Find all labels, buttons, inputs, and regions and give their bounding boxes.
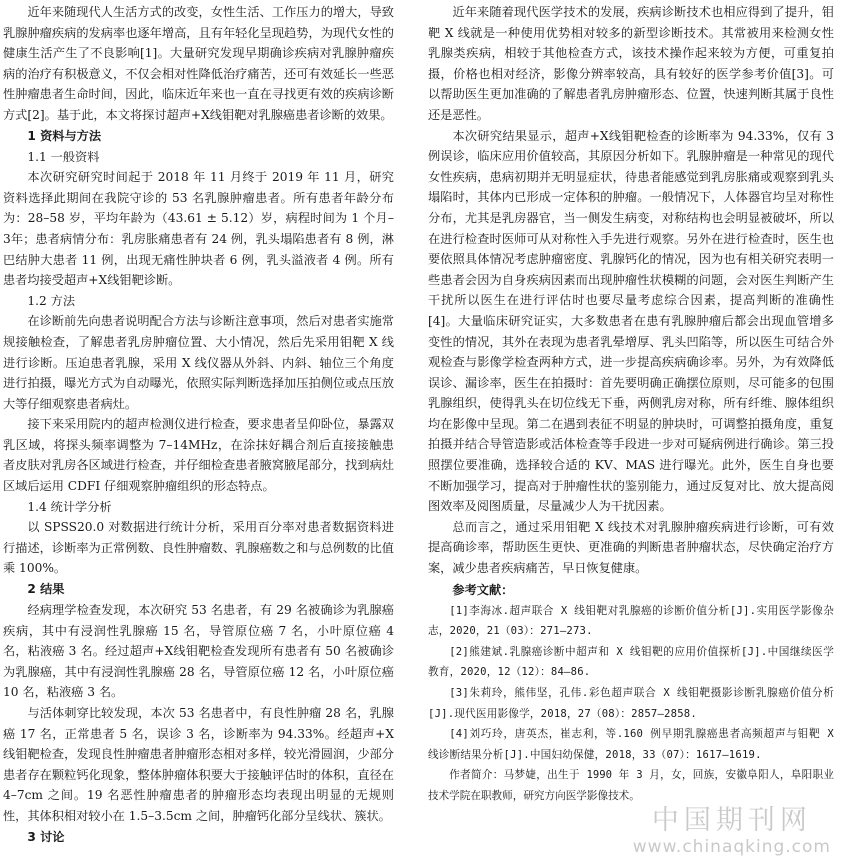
references-heading: 参考文献：	[452, 582, 514, 597]
section-1-4-heading: 1.4 统计学分析	[27, 499, 112, 514]
watermark-logo-text: 中国期刊网	[651, 805, 812, 836]
section-1-heading: 1 资料与方法	[27, 128, 102, 143]
section-1-2-heading: 1.2 方法	[27, 293, 76, 308]
results-paragraph-2: 与活体刺穿比较发现，本次 53 名患者中，有良性肿瘤 28 名，乳腺癌 17 名，正常患者 5 名，误诊 3 名，诊断率为 94.33%。经超声+X线钼靶检查，发现良性肿瘤患者肿瘤形态相对多样，较光滑圆润，少部分患者存在颗粒钙化现象，整体肿瘤体积要大于接触评估时的体积，直径在 4–7cm 之间。19 名恶性肿瘤患者的肿瘤形态均表现出明显的无规则性，其体积相对较小在 1.5–3.5cm 之间，肿瘤钙化部分呈线状、簇状。	[3, 706, 394, 823]
watermark-url: www.chinaqking.com	[632, 837, 831, 857]
results-paragraph-1: 经病理学检查发现，本次研究 53 名患者，有 29 名被确诊为乳腺癌疾病，其中有浸润性乳腺癌 15 名，导管原位癌 7 名，小叶原位癌 4 名，粘液癌 3 名。经过超声+X线钼靶检查发现所有患者有 50 名被确诊为乳腺癌，其中有浸润性乳腺癌 28 名，导管原位癌 12 名，小叶原位癌 10 名，粘液癌 3 名。	[3, 603, 394, 700]
reference-item: [3]朱莉玲，熊伟坚，孔伟.彩色超声联合 X 线钼靶摄影诊断乳腺癌价值分析[J].现代医用影像学，2018，27（08）：2857–2858.	[428, 687, 834, 720]
general-data-paragraph: 本次研究研究时间起于 2018 年 11 月终于 2019 年 11 月，研究资料选择此期间在我院守诊的 53 名乳腺肿瘤患者。所有患者年龄分布为：28–58 岁，平均年龄为（43.61 ± 5.12）岁，病程时间为 1 个月–3年；患者病情分布：乳房胀痛患者有 24 例，乳头塌陷患者有 8 例，淋巴结肿大患者 11 例，出现无痛性肿块者 6 例，乳头溢液者 4 例。所有患者均接受超声+X线钼靶诊断。	[3, 170, 394, 288]
author-bio: 作者简介：马梦婕，出生于 1990 年 3 月，女，回族，安徽阜阳人，阜阳职业技术学院在职教师，研究方向医学影像技术。	[428, 769, 834, 803]
method-paragraph-1: 在诊断前先向患者说明配合方法与诊断注意事项，然后对患者实施常规接触检查，了解患者乳房肿瘤位置、大小情况，然后先采用钼靶 X 线进行诊断。压迫患者乳腺，采用 X 线仪器从外斜、内斜、轴位三个角度进行拍摄，曝光方式为自动曝光，依照实际判断选择加压拍侧位或点压放大等仔细观察患者病灶。	[3, 314, 394, 411]
left-column	[3, 2, 394, 848]
reference-item: [1]李海冰.超声联合 X 线钼靶对乳腺癌的诊断价值分析[J].实用医学影像杂志，2020，21（03）：271–273.	[428, 604, 834, 638]
discussion-paragraph-2: 本次研究结果显示，超声+X线钼靶检查的诊断率为 94.33%，仅有 3 例误诊，临床应用价值较高，其原因分析如下。乳腺肿瘤是一种常见的现代女性疾病，患病初期并无明显症状，待患者能感觉到乳房胀痛或观察到乳头塌陷时，其体内已形成一定体积的肿瘤。一般情况下，人体器官均呈对称性分布，尤其是乳房器官，当一侧发生病变，对称结构也会明显被破坏，所以在进行检查时医师可从对称性入手先进行观察。另外在进行检查时，医生也要依照具体情况考虑肿瘤密度、乳腺钙化的情况，因为也有相关研究表明一些患者会因为自身疾病因素而出现肿瘤性状模糊的问题，会对医生判断产生干扰所以医生在进行评估时也要尽量考虑综合因素，提高判断的准确性[4]。大量临床研究证实，大多数患者在患有乳腺肿瘤后都会出现血管增多变性的情况，其外在表现为患者乳晕增厚、乳头凹陷等，所以医生可结合外观检查与影像学检查两种方式，进一步提高疾病确诊率。另外，为有效降低误诊、漏诊率，医生在拍摄时：首先要明确正确摆位原则，尽可能多的包围乳腺组织，使得乳头在切位线无下垂，两侧乳房对称，所有纤维、腺体组织均在影像中呈现。第二在遇到表征不明显的肿块时，可调整拍摄角度，重复拍摄并结合导管造影或活体检查等手段进一步对可疑病例进行确诊。第三投照摆位要准确，选择较合适的 KV、MAS 进行曝光。此外，医生自身也要不断加强学习，提高对于肿瘤性状的鉴别能力，通过反复对比、放大提高阅图效率及阅图质量，尽量减少人为干扰因素。	[428, 128, 834, 514]
site-watermark	[633, 805, 831, 857]
section-1-1-heading: 1.1 一般资料	[27, 149, 100, 164]
method-paragraph-2: 接下来采用院内的超声检测仪进行检查，要求患者呈仰卧位，暴露双乳区域，将探头频率调整为 7–14MHz，在涂抹好耦合剂后直接接触患者皮肤对乳房各区域进行检查，并仔细检查患者腋窝腋尾部分，找到病灶区域后运用 CDFI 仔细观察肿瘤组织的形态特点。	[3, 417, 394, 494]
section-3-heading: 3 讨论	[27, 829, 65, 844]
conclusion-paragraph: 总而言之，通过采用钼靶 X 线技术对乳腺肿瘤疾病进行诊断，可有效提高确诊率，帮助医生更快、更准确的判断患者肿瘤状态，尽快确定治疗方案，减少患者疾病痛苦，早日恢复健康。	[428, 519, 834, 576]
right-column	[428, 2, 834, 807]
reference-item: [4]刘巧玲，唐英杰，崔志利，等.160 例早期乳腺癌患者高频超声与钼靶 X 线诊断结果分析[J].中国妇幼保健，2018，33（07）：1617–1619.	[428, 728, 834, 761]
intro-paragraph: 近年来随现代人生活方式的改变，女性生活、工作压力的增大，导致乳腺肿瘤疾病的发病率也逐年增高，且有年轻化呈现趋势，为现代女性的健康生活产生了不良影响[1]。大量研究发现早期确诊疾病对乳腺肿瘤疾病的治疗有积极意义，不仅会相对性降低治疗痛苦，还可有效延长一些恶性肿瘤患者生命时间，因此，临床近年来也一直在寻找更有效的疾病诊断方式[2]。基于此，本文将探讨超声+X线钼靶对乳腺癌患者诊断的效果。	[3, 5, 394, 122]
statistics-paragraph: 以 SPSS20.0 对数据进行统计分析，采用百分率对患者数据资料进行描述，诊断率为正常例数、良性肿瘤数、乳腺癌数之和与总例数的比值乘 100%。	[3, 520, 394, 576]
reference-item: [2]熊建斌.乳腺癌诊断中超声和 X 线钼靶的应用价值探析[J].中国继续医学教育，2020，12（12）：84–86.	[428, 645, 834, 679]
discussion-paragraph-1: 近年来随着现代医学技术的发展，疾病诊断技术也相应得到了提升，钼靶 X 线就是一种使用优势相对较多的新型诊断技术。其常被用来检测女性乳腺类疾病，相较于其他检查方式，该技术操作起来较为方便，可重复拍摄，价格也相对经济，影像分辨率较高，具有较好的医学参考价值[3]。可以帮助医生更加准确的了解患者乳房肿瘤形态、位置，快速判断其属于良性还是恶性。	[428, 5, 834, 122]
section-2-heading: 2 结果	[27, 582, 65, 597]
